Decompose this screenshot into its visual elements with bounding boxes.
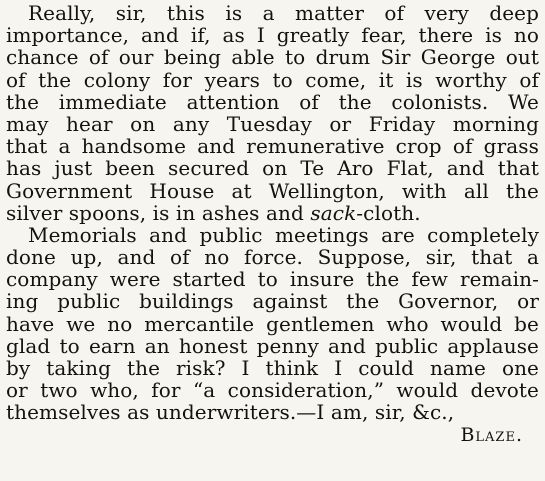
italic-word: sack: [310, 200, 357, 225]
text-line: [6, 202, 539, 224]
text-line: Really, sir, this is a matter of very deep: [28, 1, 539, 25]
text-segment: silver spoons, is in ashes and: [6, 200, 311, 225]
text-line: have we no mercantile gentlemen who would be: [6, 311, 539, 336]
paragraph-1: [6, 2, 539, 224]
text-line: of the colony for years to come, it is worthy of: [6, 67, 539, 92]
text-line: Government House at Wellington, with all the: [6, 178, 539, 203]
text-segment: -cloth.: [356, 200, 421, 225]
text-line: done up, and of no force. Suppose, sir, that a: [6, 245, 539, 270]
text-line: ing public buildings against the Governor, or: [6, 289, 539, 314]
text-line: themselves as underwriters.—I am, sir, &c.,: [6, 400, 455, 425]
text-line: glad to earn an honest penny and public applause: [6, 333, 539, 358]
text-line: chance of our being able to drum Sir George out: [6, 45, 539, 70]
text-line: that a handsome and remunerative crop of grass: [6, 134, 539, 159]
text-line: company were started to insure the few remain-: [6, 267, 539, 292]
text-line: has just been secured on Te Aro Flat, and that: [6, 156, 539, 181]
text-line: Memorials and public meetings are completely: [28, 222, 539, 247]
text-line: by taking the risk? I think I could name one: [6, 356, 539, 380]
text-line: or two who, for “a consideration,” would devote: [6, 378, 539, 403]
text-line: the immediate attention of the colonists. We: [6, 89, 539, 114]
text-line: may hear on any Tuesday or Friday morning: [6, 111, 539, 136]
paragraph-2: [6, 224, 539, 424]
signature: Blaze.: [460, 423, 523, 446]
text-line: importance, and if, as I greatly fear, there is no: [6, 23, 539, 48]
